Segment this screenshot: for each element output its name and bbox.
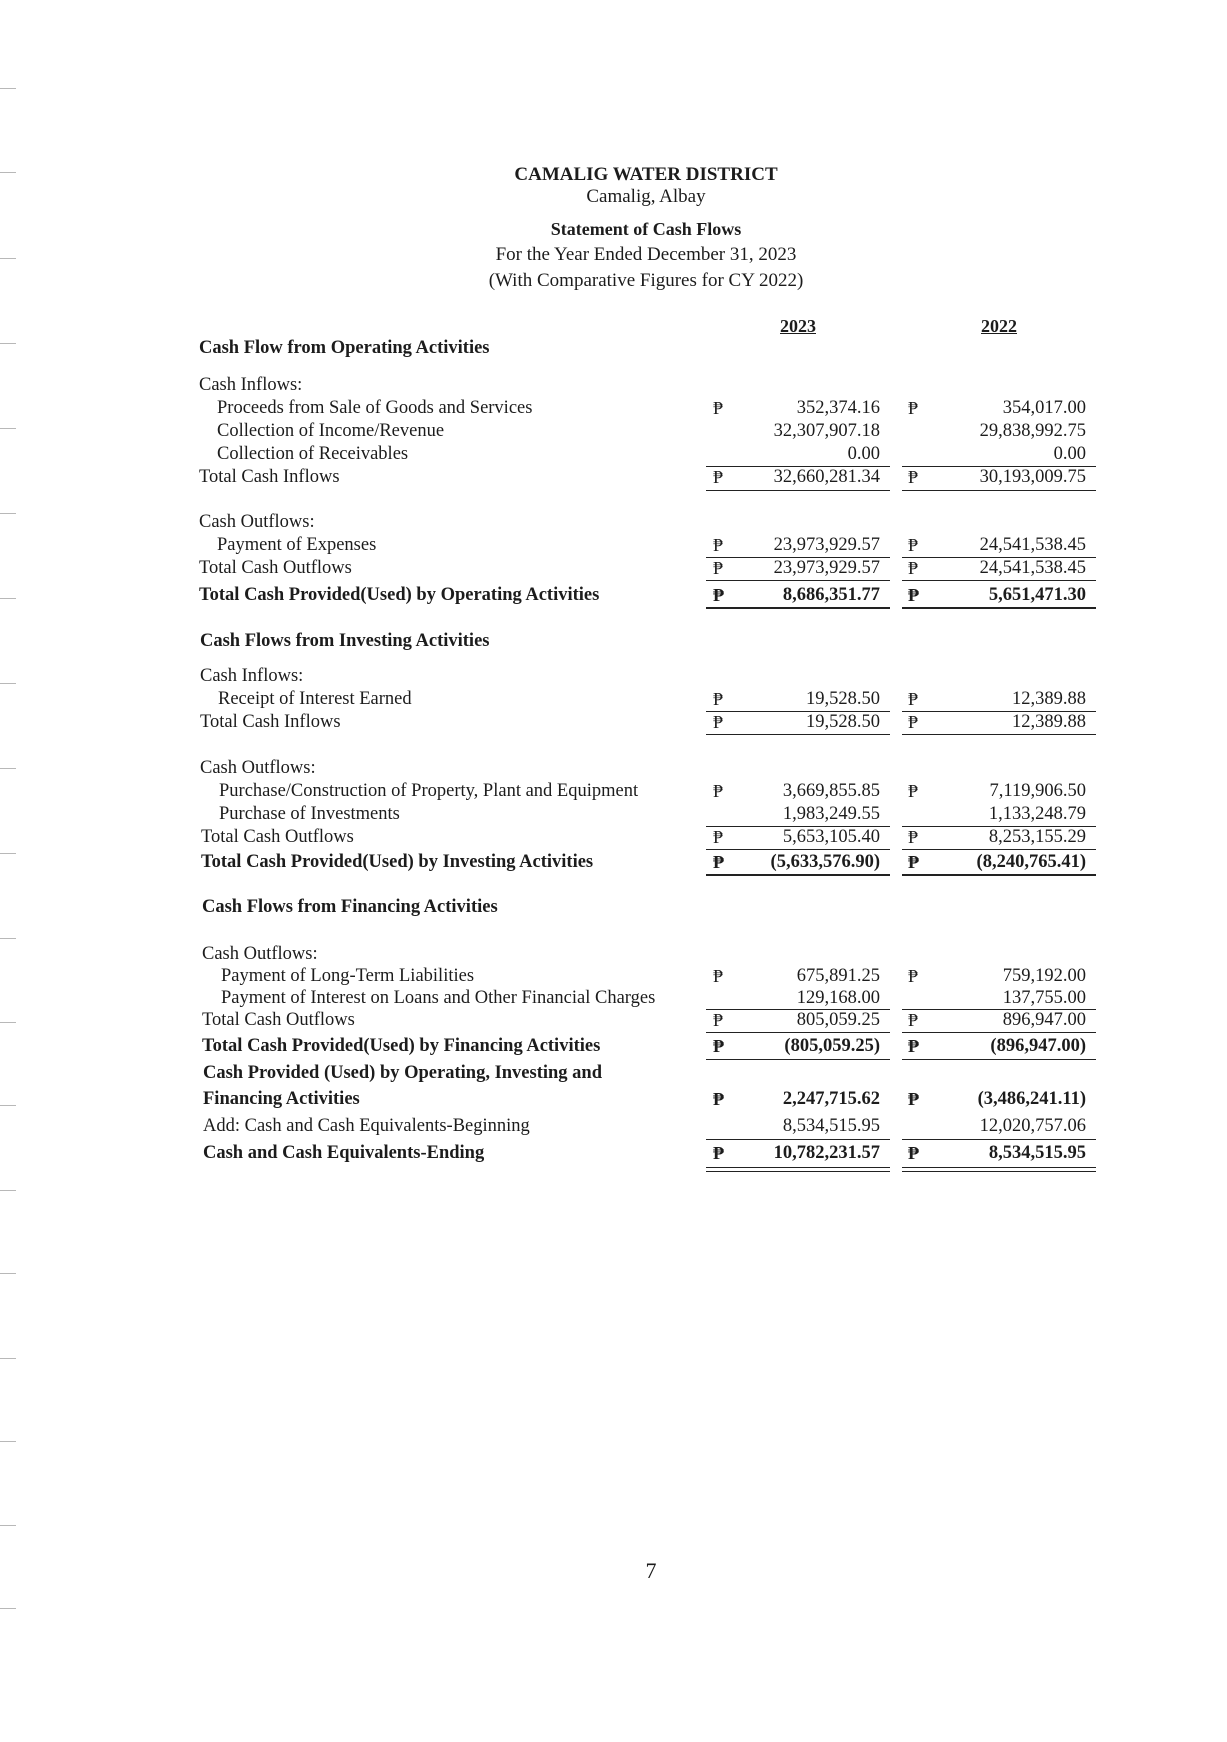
financing-net-row: [0, 1035, 1227, 1058]
row-label: Collection of Receivables: [217, 444, 409, 464]
row-label: Total Cash Provided(Used) by Investing Activities: [201, 852, 594, 872]
currency-symbol: ₱: [908, 827, 919, 847]
underline-rule: [706, 1171, 890, 1172]
investing-outflow-row: [0, 780, 1227, 803]
currency-symbol: ₱: [908, 852, 919, 872]
row-label: Payment of Expenses: [217, 535, 377, 555]
currency-symbol: ₱: [908, 535, 919, 555]
currency-symbol: ₱: [908, 1143, 919, 1163]
amount-cell: 5,653,105.40: [782, 827, 880, 847]
entity-name: CAMALIG WATER DISTRICT: [514, 164, 778, 185]
currency-symbol: ₱: [713, 1036, 724, 1056]
operating-inflows-label: [0, 374, 1227, 397]
financing-outflows-label: [0, 943, 1227, 966]
currency-symbol: ₱: [713, 966, 724, 986]
investing-inflows-label: [0, 665, 1227, 688]
currency-symbol: ₱: [713, 781, 724, 801]
currency-symbol: ₱: [908, 781, 919, 801]
underline-rule: [902, 874, 1096, 876]
amount-cell: 137,755.00: [1002, 988, 1086, 1008]
currency-symbol: ₱: [713, 689, 724, 709]
financing-total-outflows-row: [0, 1009, 1227, 1032]
currency-symbol: ₱: [713, 558, 724, 578]
amount-cell: 759,192.00: [1002, 966, 1086, 986]
underline-rule: [706, 1059, 890, 1060]
financing-outflow-row: [0, 987, 1227, 1010]
row-label: Total Cash Inflows: [200, 712, 341, 732]
statement-period: For the Year Ended December 31, 2023: [495, 244, 797, 265]
currency-symbol: ₱: [908, 712, 919, 732]
currency-symbol: ₱: [908, 398, 919, 418]
underline-rule: [902, 1059, 1096, 1060]
underline-rule: [902, 490, 1096, 491]
currency-symbol: ₱: [908, 966, 919, 986]
operating-inflow-row: [0, 420, 1227, 443]
row-label: Cash Inflows:: [199, 375, 303, 395]
row-label: Cash Outflows:: [200, 758, 316, 778]
currency-symbol: ₱: [908, 467, 919, 487]
investing-total-inflows-row: [0, 711, 1227, 734]
row-label: Total Cash Provided(Used) by Financing Activities: [202, 1036, 601, 1056]
amount-cell: 19,528.50: [806, 689, 880, 709]
investing-outflow-row: [0, 803, 1227, 826]
amount-cell: 32,660,281.34: [773, 467, 880, 487]
underline-rule: [706, 1032, 890, 1033]
currency-symbol: ₱: [713, 852, 724, 872]
operating-total-outflows-row: [0, 557, 1227, 580]
financing-outflow-row: [0, 965, 1227, 988]
amount-cell: 8,534,515.95: [988, 1143, 1086, 1163]
section-title-financing: [0, 896, 1227, 919]
amount-cell: 0.00: [1053, 444, 1086, 464]
row-label: Total Cash Inflows: [199, 467, 340, 487]
underline-rule: [706, 874, 890, 876]
summary-beginning-row: [0, 1115, 1227, 1138]
amount-cell: 2,247,715.62: [782, 1089, 880, 1109]
amount-cell: 0.00: [847, 444, 880, 464]
amount-cell: (3,486,241.11): [977, 1089, 1086, 1109]
amount-cell: 23,973,929.57: [773, 558, 880, 578]
amount-cell: (8,240,765.41): [976, 852, 1086, 872]
underline-rule: [902, 1171, 1096, 1172]
currency-symbol: ₱: [713, 712, 724, 732]
underline-rule: [902, 849, 1096, 850]
row-label: Cash Outflows:: [199, 512, 315, 532]
amount-cell: 10,782,231.57: [773, 1143, 880, 1163]
underline-rule: [706, 734, 890, 735]
row-label: Cash Outflows:: [202, 944, 318, 964]
row-label: Purchase of Investments: [219, 804, 400, 824]
investing-net-row: [0, 851, 1227, 874]
underline-rule: [902, 734, 1096, 735]
currency-symbol: ₱: [713, 535, 724, 555]
row-label: Total Cash Outflows: [201, 827, 354, 847]
currency-symbol: ₱: [908, 1089, 919, 1109]
page-number: 7: [645, 1558, 657, 1583]
underline-rule: [902, 1139, 1096, 1140]
underline-rule: [902, 1032, 1096, 1033]
entity-location: Camalig, Albay: [586, 186, 706, 207]
amount-cell: 23,973,929.57: [773, 535, 880, 555]
row-label: Cash Flows from Investing Activities: [200, 631, 490, 651]
underline-rule: [902, 607, 1096, 609]
row-label: Purchase/Construction of Property, Plant and Equipment: [219, 781, 639, 801]
row-label: Financing Activities: [203, 1089, 360, 1109]
amount-cell: 12,389.88: [1012, 689, 1086, 709]
amount-cell: 354,017.00: [1002, 398, 1086, 418]
summary-net-row: [0, 1088, 1227, 1111]
amount-cell: 8,686,351.77: [782, 585, 880, 605]
amount-cell: 1,983,249.55: [782, 804, 880, 824]
currency-symbol: ₱: [908, 1010, 919, 1030]
underline-rule: [706, 1167, 890, 1168]
amount-cell: 32,307,907.18: [773, 421, 880, 441]
investing-total-outflows-row: [0, 826, 1227, 849]
operating-inflow-row: [0, 443, 1227, 466]
currency-symbol: ₱: [713, 1143, 724, 1163]
row-label: Payment of Long-Term Liabilities: [221, 966, 475, 986]
amount-cell: 129,168.00: [796, 988, 880, 1008]
amount-cell: 8,253,155.29: [988, 827, 1086, 847]
amount-cell: (5,633,576.90): [770, 852, 880, 872]
currency-symbol: ₱: [713, 467, 724, 487]
underline-rule: [706, 490, 890, 491]
operating-net-row: [0, 584, 1227, 607]
section-title-operating: [0, 337, 1227, 360]
currency-symbol: ₱: [908, 585, 919, 605]
currency-symbol: ₱: [713, 827, 724, 847]
operating-outflows-label: [0, 511, 1227, 534]
row-label: Cash Provided (Used) by Operating, Investing and: [203, 1063, 603, 1083]
row-label: Collection of Income/Revenue: [217, 421, 445, 441]
operating-inflow-row: [0, 397, 1227, 420]
amount-cell: 675,891.25: [796, 966, 880, 986]
currency-symbol: ₱: [908, 689, 919, 709]
currency-symbol: ₱: [908, 558, 919, 578]
row-label: Add: Cash and Cash Equivalents-Beginning: [203, 1116, 530, 1136]
amount-cell: 7,119,906.50: [989, 781, 1086, 801]
statement-title: Statement of Cash Flows: [550, 219, 742, 239]
amount-cell: 8,534,515.95: [782, 1116, 880, 1136]
amount-cell: (896,947.00): [990, 1036, 1086, 1056]
operating-outflow-row: [0, 534, 1227, 557]
currency-symbol: ₱: [908, 1036, 919, 1056]
column-header-2022: 2022: [981, 316, 1017, 336]
row-label: Cash Inflows:: [200, 666, 304, 686]
underline-rule: [902, 580, 1096, 581]
row-label: Cash Flow from Operating Activities: [199, 338, 490, 358]
row-label: Payment of Interest on Loans and Other Financial Charges: [221, 988, 656, 1008]
row-label: Total Cash Outflows: [199, 558, 352, 578]
row-label: Receipt of Interest Earned: [218, 689, 412, 709]
underline-rule: [706, 607, 890, 609]
statement-comparative: (With Comparative Figures for CY 2022): [488, 270, 804, 291]
amount-cell: 24,541,538.45: [979, 558, 1086, 578]
underline-rule: [706, 1139, 890, 1140]
amount-cell: 29,838,992.75: [979, 421, 1086, 441]
summary-ending-row: [0, 1142, 1227, 1165]
amount-cell: 12,020,757.06: [979, 1116, 1086, 1136]
amount-cell: 352,374.16: [796, 398, 880, 418]
row-label: Cash and Cash Equivalents-Ending: [203, 1143, 485, 1163]
underline-rule: [706, 849, 890, 850]
amount-cell: 805,059.25: [796, 1010, 880, 1030]
amount-cell: 5,651,471.30: [988, 585, 1086, 605]
row-label: Cash Flows from Financing Activities: [202, 897, 498, 917]
amount-cell: 19,528.50: [806, 712, 880, 732]
investing-inflow-row: [0, 688, 1227, 711]
amount-cell: 30,193,009.75: [979, 467, 1086, 487]
currency-symbol: ₱: [713, 398, 724, 418]
currency-symbol: ₱: [713, 1010, 724, 1030]
amount-cell: 896,947.00: [1002, 1010, 1086, 1030]
investing-outflows-label: [0, 757, 1227, 780]
amount-cell: 3,669,855.85: [782, 781, 880, 801]
row-label: Proceeds from Sale of Goods and Services: [217, 398, 533, 418]
operating-total-inflows-row: [0, 466, 1227, 489]
column-header-2023: 2023: [780, 316, 816, 336]
amount-cell: (805,059.25): [784, 1036, 880, 1056]
currency-symbol: ₱: [713, 1089, 724, 1109]
underline-rule: [706, 580, 890, 581]
amount-cell: 1,133,248.79: [988, 804, 1086, 824]
underline-rule: [902, 1167, 1096, 1168]
amount-cell: 12,389.88: [1012, 712, 1086, 732]
summary-net-label-row: [0, 1062, 1227, 1085]
amount-cell: 24,541,538.45: [979, 535, 1086, 555]
row-label: Total Cash Provided(Used) by Operating Activities: [199, 585, 600, 605]
row-label: Total Cash Outflows: [202, 1010, 355, 1030]
section-title-investing: [0, 630, 1227, 653]
currency-symbol: ₱: [713, 585, 724, 605]
